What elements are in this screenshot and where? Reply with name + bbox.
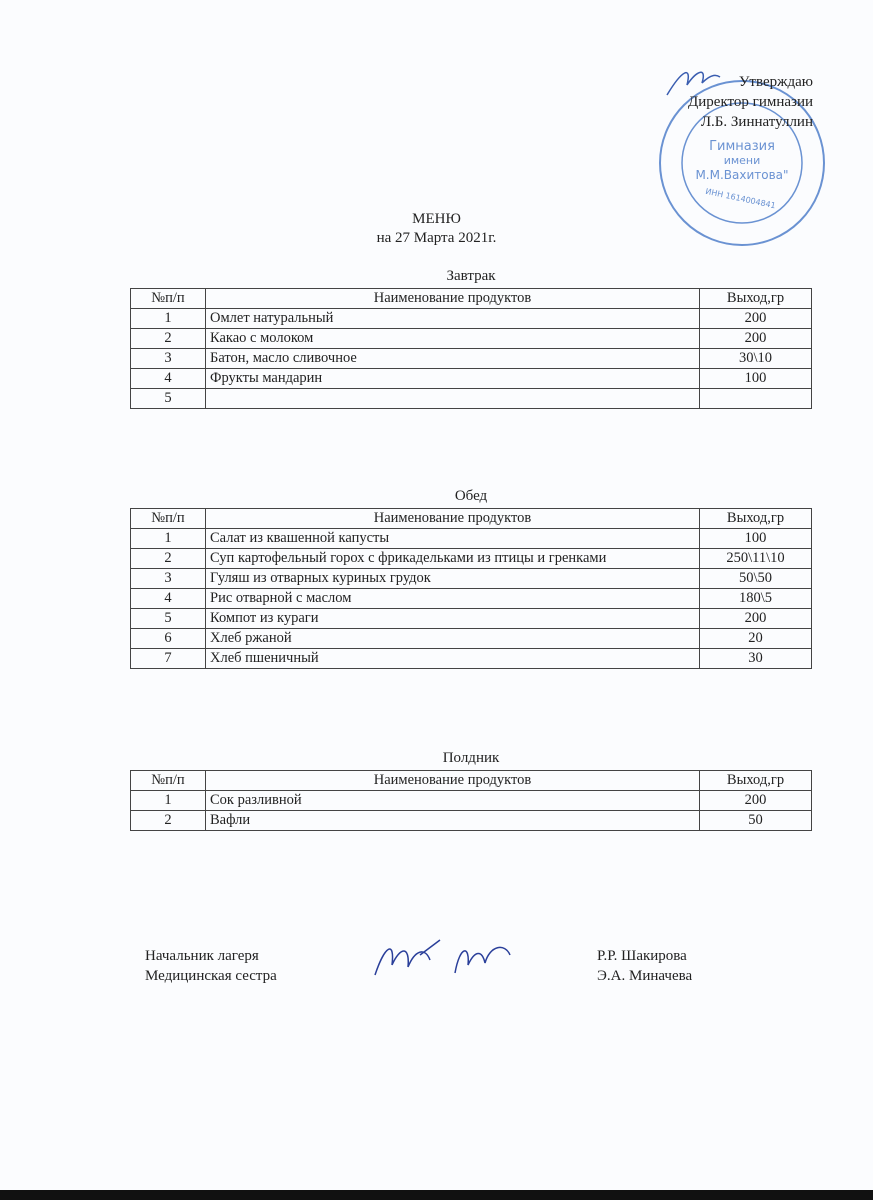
row-num: 2 [131,811,206,831]
section-title: Обед [454,488,488,504]
row-name: Рис отварной с маслом [206,589,700,609]
svg-text:Гимназия: Гимназия [709,139,775,154]
row-num: 4 [131,369,206,389]
header-num: №п/п [131,289,206,309]
header-name: Наименование продуктов [206,771,700,791]
row-name: Сок разливной [206,791,700,811]
row-yield: 200 [700,309,812,329]
row-name: Какао с молоком [206,329,700,349]
row-yield: 200 [700,791,812,811]
row-yield: 30\10 [700,349,812,369]
document-title: МЕНЮ [412,211,461,227]
row-num: 7 [131,649,206,669]
table-row [131,349,812,369]
row-name: Омлет натуральный [206,309,700,329]
row-num: 3 [131,349,206,369]
approval-block [688,72,813,132]
row-name: Суп картофельный горох с фрикадельками из птицы и гренками [206,549,700,569]
table-row [131,629,812,649]
row-name: Салат из квашенной капусты [206,529,700,549]
table-row [131,609,812,629]
table-row [131,369,812,389]
header-name: Наименование продуктов [206,289,700,309]
menu-table [130,288,812,409]
row-yield: 180\5 [700,589,812,609]
section-title: Завтрак [446,268,496,284]
row-yield: 100 [700,529,812,549]
row-num: 2 [131,329,206,349]
table-row [131,309,812,329]
row-yield: 200 [700,609,812,629]
director-name: Л.Б. Зиннатуллин [700,114,813,130]
row-name: Батон, масло сливочное [206,349,700,369]
svg-text:М.М.Вахитова": М.М.Вахитова" [695,168,789,182]
handwritten-signatures [370,935,520,985]
row-num: 1 [131,309,206,329]
table-header [131,289,812,309]
table-row [131,589,812,609]
row-num: 1 [131,791,206,811]
header-num: №п/п [131,509,206,529]
row-yield: 30 [700,649,812,669]
svg-text:ИНН 1614004841: ИНН 1614004841 [704,186,777,211]
menu-table [130,770,812,831]
header-name: Наименование продуктов [206,509,700,529]
header-yield: Выход,гр [700,289,812,309]
menu-table [130,508,812,669]
row-yield: 100 [700,369,812,389]
row-num: 4 [131,589,206,609]
row-yield: 20 [700,629,812,649]
row-yield [700,389,812,409]
table-row [131,649,812,669]
role-nurse: Медицинская сестра [145,968,277,984]
signature-names [597,946,692,986]
row-yield: 250\11\10 [700,549,812,569]
table-row [131,811,812,831]
table-row [131,389,812,409]
header-num: №п/п [131,771,206,791]
role-camp-head: Начальник лагеря [145,948,259,964]
table-row [131,529,812,549]
row-num: 5 [131,609,206,629]
row-name: Компот из кураги [206,609,700,629]
svg-text:имени: имени [723,154,761,167]
row-name: Гуляш из отварных куриных грудок [206,569,700,589]
table-header [131,771,812,791]
row-num: 6 [131,629,206,649]
row-name [206,389,700,409]
director-title: Директор гимназии [688,94,813,110]
table-row [131,791,812,811]
row-yield: 50\50 [700,569,812,589]
header-yield: Выход,гр [700,509,812,529]
table-row [131,569,812,589]
approval-label: Утверждаю [738,74,813,90]
row-num: 3 [131,569,206,589]
nurse-name: Э.А. Миначева [597,968,693,984]
row-yield: 50 [700,811,812,831]
document-date: на 27 Марта 2021г. [376,230,497,246]
header-yield: Выход,гр [700,771,812,791]
row-num: 2 [131,549,206,569]
row-name: Фрукты мандарин [206,369,700,389]
row-name: Вафли [206,811,700,831]
row-name: Хлеб ржаной [206,629,700,649]
table-row [131,329,812,349]
row-num: 5 [131,389,206,409]
table-header [131,509,812,529]
table-row [131,549,812,569]
row-yield: 200 [700,329,812,349]
section-title: Полдник [442,750,500,766]
row-name: Хлеб пшеничный [206,649,700,669]
signature-roles [145,946,277,986]
camp-head-name: Р.Р. Шакирова [597,948,687,964]
scan-edge [0,1190,873,1200]
row-num: 1 [131,529,206,549]
